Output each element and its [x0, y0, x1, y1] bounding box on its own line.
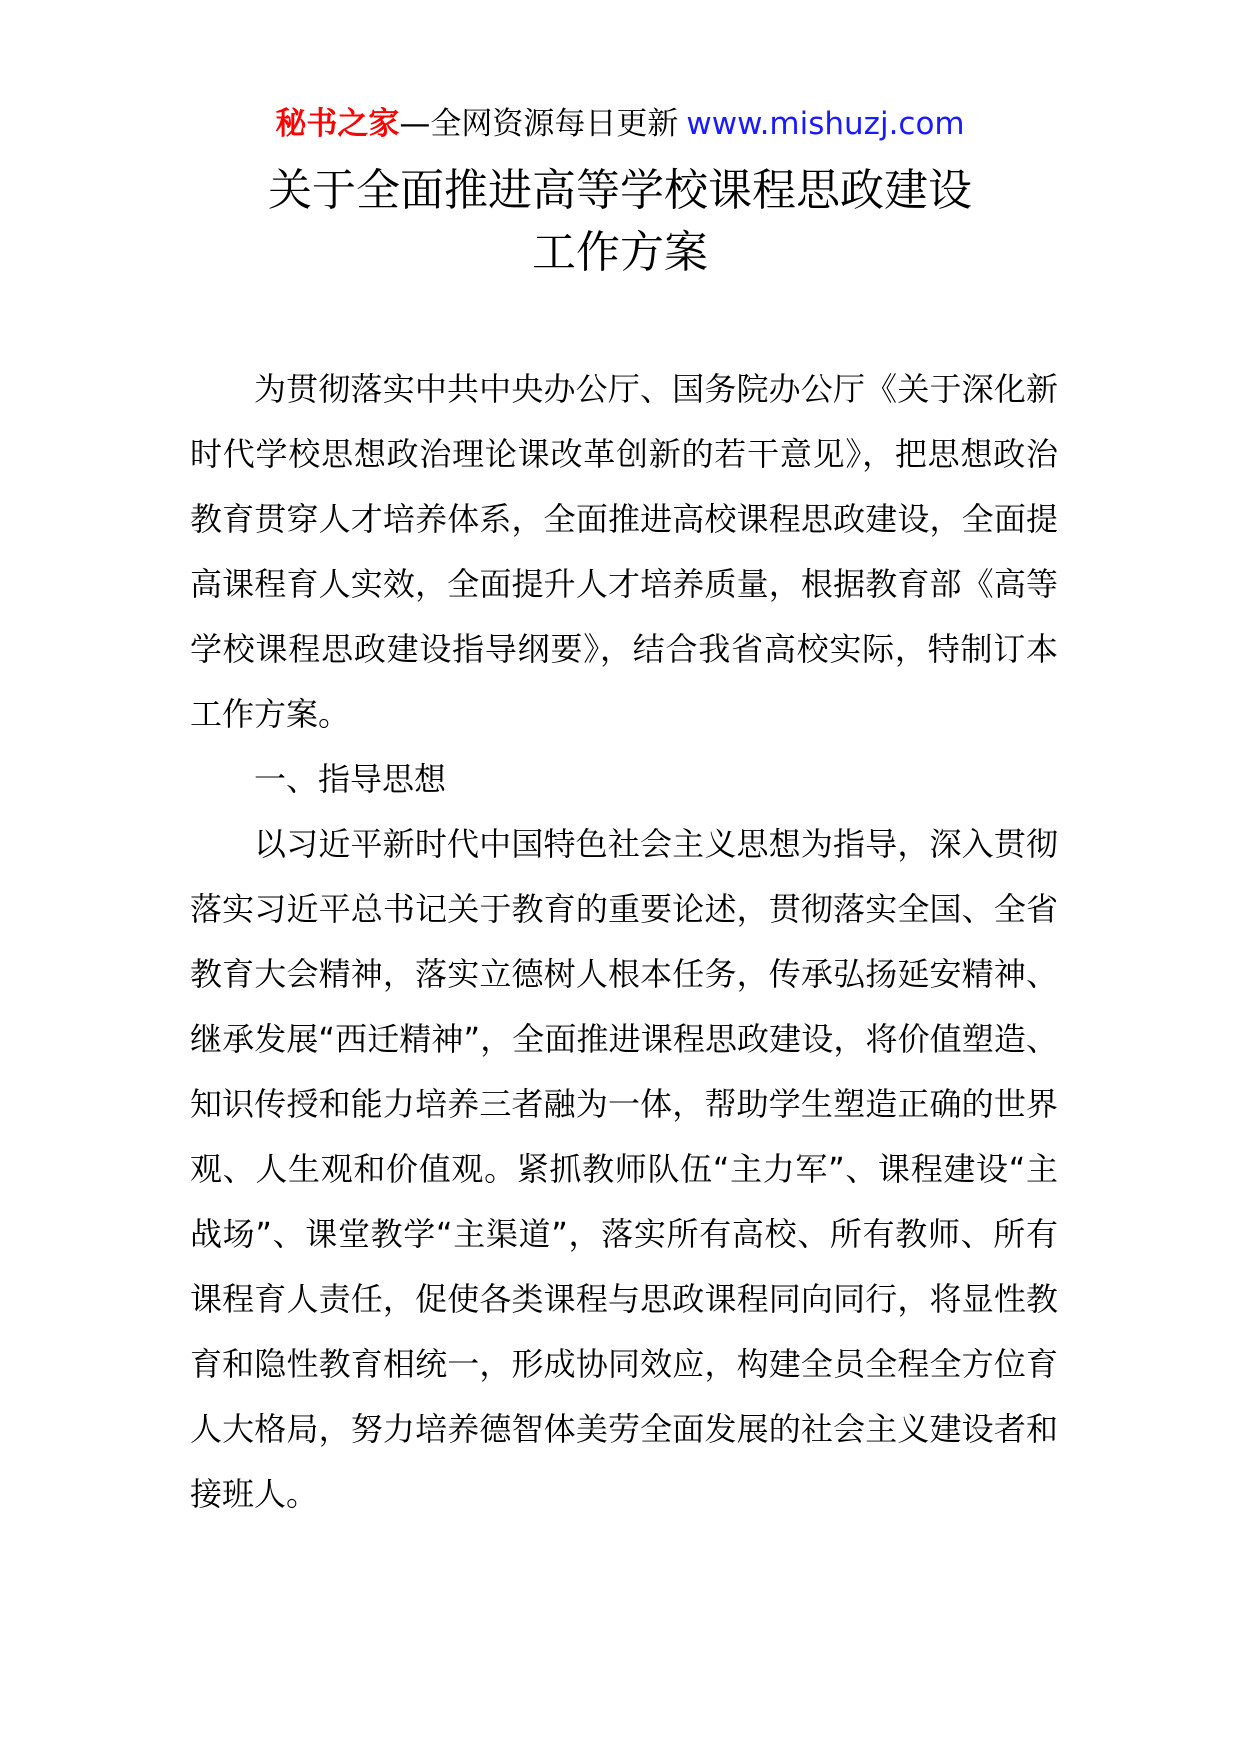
section-heading-guiding-ideology: 一、指导思想 [254, 760, 447, 798]
guiding-ideology-paragraph: 以习近平新时代中国特色社会主义思想为指导，深入贯彻落实习近平总书记关于教育的重要论述，贯彻落实全国、全省教育大会精神，落实立德树人根本任务，传承弘扬延安精神、继承发展“西迁精神”，全面推进课程思政建设，将价值塑造、知识传授和能力培养三者融为一体，帮助学生塑造正确的世界观、人生观和价值观。紧抓教师队伍“主力军”、课程建设“主战场”、课堂教学“主渠道”，落实所有高校、所有教师、所有课程育人责任，促使各类课程与思政课程同向同行，将显性教育和隐性教育相统一，形成协同效应，构建全员全程全方位育人大格局，努力培养德智体美劳全面发展的社会主义建设者和接班人。 [190, 825, 1058, 1513]
site-header [0, 102, 1240, 146]
document-title [0, 160, 1240, 284]
document-title-line-2: 工作方案 [532, 227, 708, 278]
document-body [190, 357, 1058, 1527]
brand-name: 秘书之家 [275, 106, 400, 142]
intro-paragraph: 为贯彻落实中共中央办公厅、国务院办公厅《关于深化新时代学校思想政治理论课改革创新的若干意见》，把思想政治教育贯穿人才培养体系，全面推进高校课程思政建设，全面提高课程育人实效，全面提升人才培养质量，根据教育部《高等学校课程思政建设指导纲要》，结合我省高校实际，特制订本工作方案。 [190, 370, 1058, 733]
header-tagline: —全网资源每日更新 [399, 106, 679, 142]
document-title-line-1: 关于全面推进高等学校课程思政建设 [268, 165, 972, 216]
site-url-link[interactable]: www.mishuzj.com [686, 106, 965, 142]
